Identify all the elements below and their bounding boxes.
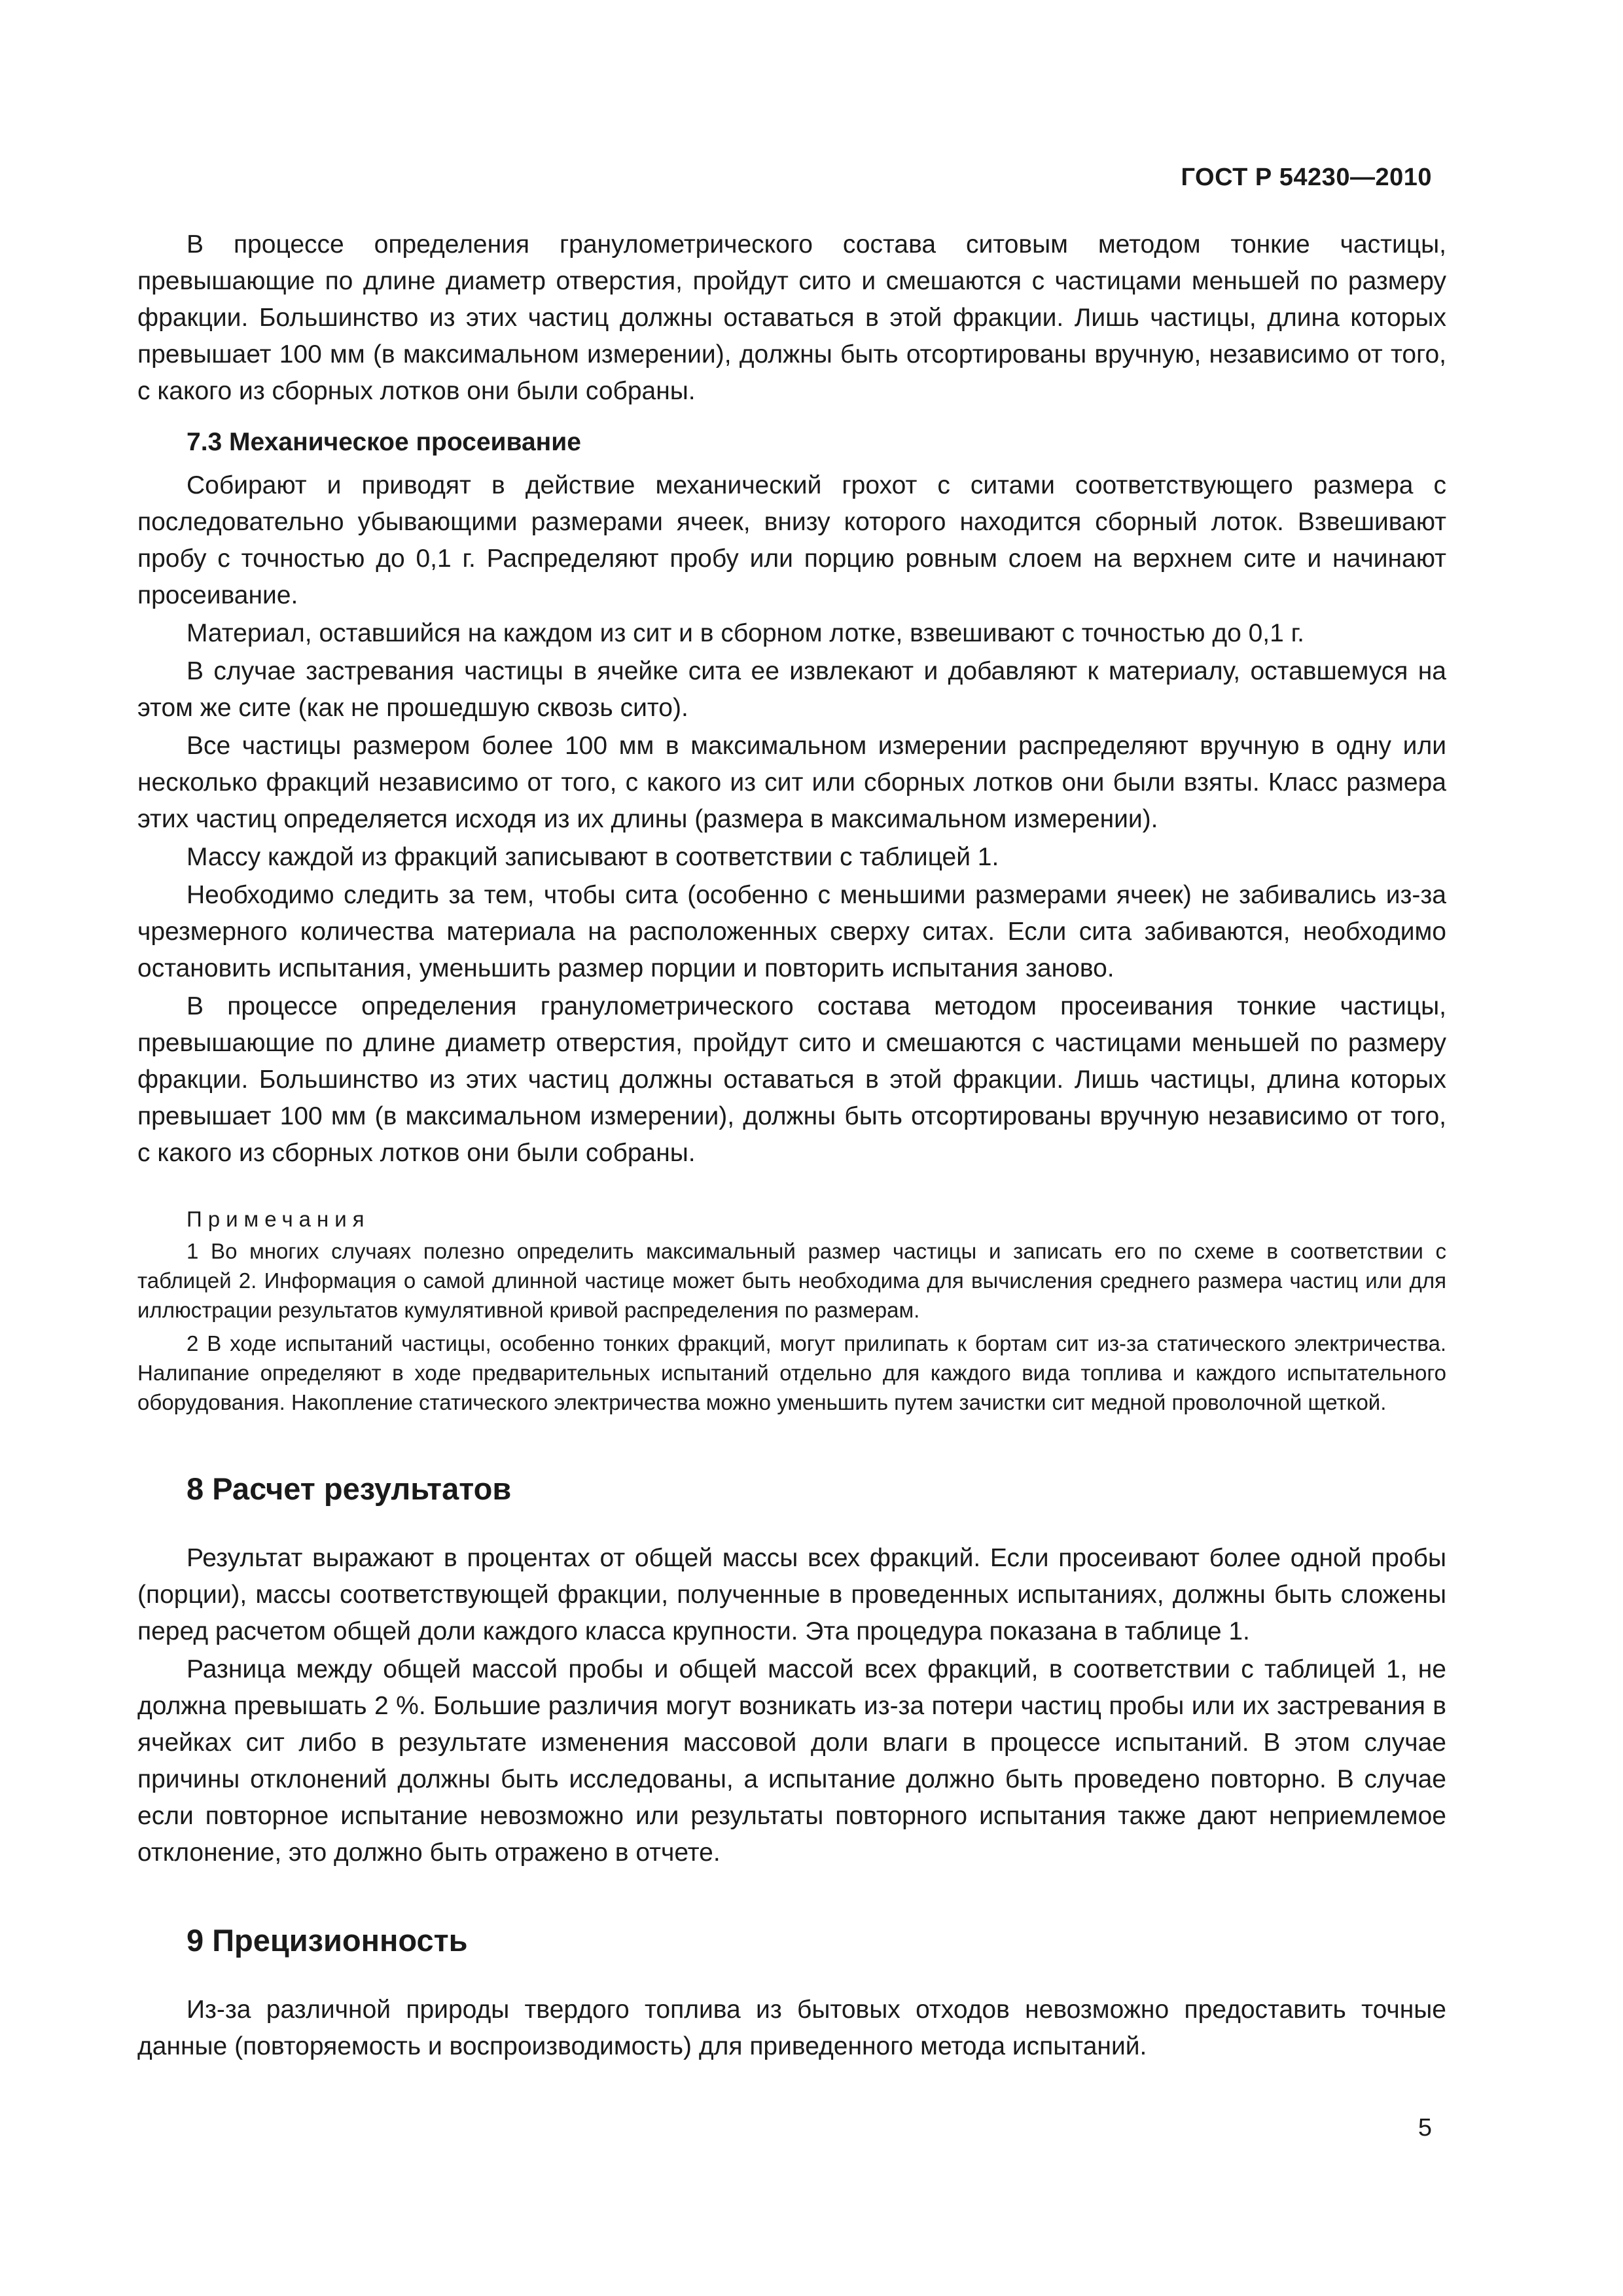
paragraph: Необходимо следить за тем, чтобы сита (особенно с меньшими размерами ячеек) не забивались из-за чрезмерного количества материала на расположенных сверху ситах. Если сита забиваются, необходимо остановить испытания, уменьшить размер порции и повторить испытания заново. xyxy=(137,881,1446,982)
section-8 xyxy=(137,1469,1446,1871)
paragraph: В процессе определения гранулометрического состава методом просеивания тонкие частицы, превышающие по длине диаметр отверстия, пройдут сито и смешаются с частицами меньшей по размеру фракции. Большинство из этих частиц должны оставаться в этой фракции. Лишь частицы, длина которых превышает 100 мм (в максимальном измерении), должны быть отсортированы вручную независимо от того, с какого из сборных лотков они были собраны. xyxy=(137,992,1446,1167)
notes-block xyxy=(137,1204,1446,1417)
paragraph: Все частицы размером более 100 мм в максимальном измерении распределяют вручную в одну или несколько фракций независимо от того, с какого из сит или сборных лотков они были взяты. Класс размера этих частиц определяется исходя из их длины (размера в максимальном измерении). xyxy=(137,732,1446,833)
section-9-heading: 9 Прецизионность xyxy=(187,1923,468,1958)
notes-title: Примечания xyxy=(187,1207,370,1231)
note-item: 2 В ходе испытаний частицы, особенно тонких фракций, могут прилипать к бортам сит из-за статического электричества. Налипание определяют в ходе предварительных испытаний отдельно для каждого вида топлива и каждого испытательного оборудования. Накопление статического электричества можно уменьшить путем зачистки сит медной проволочной щеткой. xyxy=(137,1331,1446,1414)
section-7-3-heading: 7.3 Механическое просеивание xyxy=(187,428,581,456)
paragraph: Результат выражают в процентах от общей массы всех фракций. Если просеивают более одной пробы (порции), массы соответствующей фракции, полученные в проведенных испытаниях, должны быть сложены перед расчетом общей доли каждого класса крупности. Эта процедура показана в таблице 1. xyxy=(137,1544,1446,1645)
paragraph: Из-за различной природы твердого топлива из бытовых отходов невозможно предоставить точные данные (повторяемость и воспроизводимость) для приведенного метода испытаний. xyxy=(137,1996,1446,2060)
page-content xyxy=(137,226,1446,2115)
paragraph: Материал, оставшийся на каждом из сит и в сборном лотке, взвешивают с точностью до 0,1 г. xyxy=(187,619,1304,647)
paragraph: Собирают и приводят в действие механический грохот с ситами соответствующего размера с последовательно убывающими размерами ячеек, внизу которого находится сборный лоток. Взвешивают пробу с точностью до 0,1 г. Распределяют пробу или порцию ровным слоем на верхнем сите и начинают просеивание. xyxy=(137,471,1446,609)
document-code: ГОСТ Р 54230—2010 xyxy=(1181,164,1432,191)
section-9 xyxy=(137,1921,1446,2065)
paragraph: Массу каждой из фракций записывают в соответствии с таблицей 1. xyxy=(187,843,999,871)
page-number: 5 xyxy=(1418,2114,1432,2142)
paragraph: В случае застревания частицы в ячейке сита ее извлекают и добавляют к материалу, оставшемуся на этом же сите (как не прошедшую сквозь сито). xyxy=(137,657,1446,722)
section-8-heading: 8 Расчет результатов xyxy=(187,1471,512,1506)
note-item: 1 Во многих случаях полезно определить максимальный размер частицы и записать его по схеме в соответствии с таблицей 2. Информация о самой длинной частице может быть необходима для вычисления среднего размера частиц или для иллюстрации результатов кумулятивной кривой распределения по размерам. xyxy=(137,1239,1446,1322)
paragraph: Разница между общей массой пробы и общей массой всех фракций, в соответствии с таблицей 1, не должна превышать 2 %. Большие различия могут возникать из-за потери частиц пробы или их застревания в ячейках сит либо в результате изменения массовой доли влаги в процессе испытаний. В этом случае причины отклонений должны быть исследованы, а испытание должно быть проведено повторно. В случае если повторное испытание невозможно или результаты повторного испытания также дают неприемлемое отклонение, это должно быть отражено в отчете. xyxy=(137,1655,1446,1867)
intro-paragraph: В процессе определения гранулометрического состава ситовым методом тонкие частицы, превышающие по длине диаметр отверстия, пройдут сито и смешаются с частицами меньшей по размеру фракции. Большинство из этих частиц должны оставаться в этой фракции. Лишь частицы, длина которых превышает 100 мм (в максимальном измерении), должны быть отсортированы вручную, независимо от того, с какого из сборных лотков они были собраны. xyxy=(137,230,1446,405)
section-7-3-body xyxy=(137,467,1446,1172)
